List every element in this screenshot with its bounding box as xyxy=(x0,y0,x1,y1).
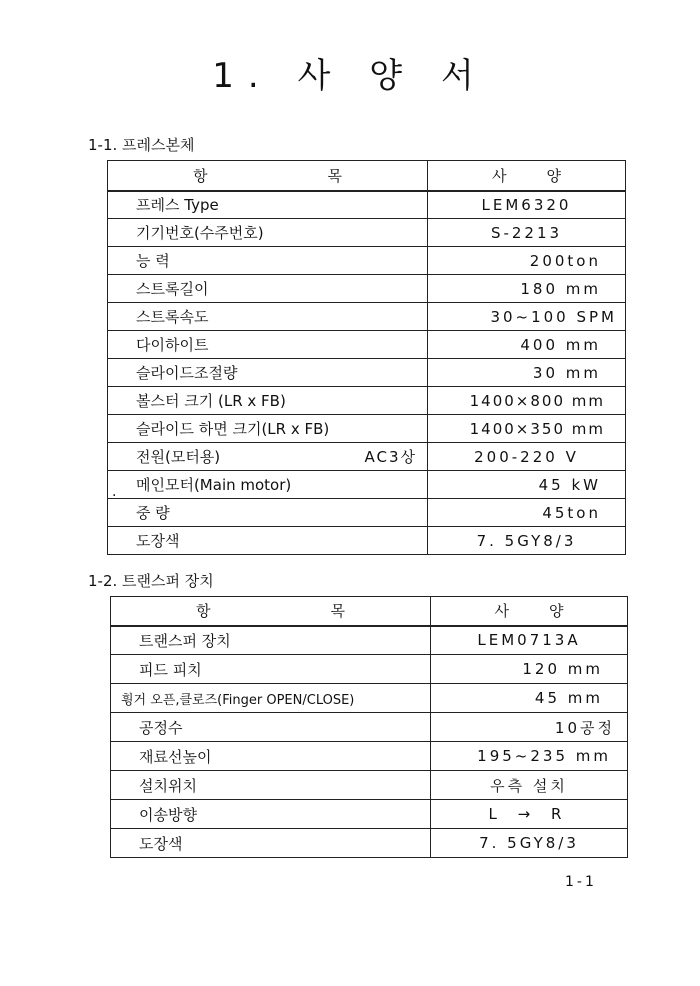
table-row xyxy=(111,829,628,858)
spec-item-label: 다이하이트 xyxy=(108,331,428,359)
table-row xyxy=(108,471,626,499)
spec-item-label: 재료선높이 xyxy=(111,742,431,771)
page-title: 1. 사 양 서 xyxy=(212,56,488,96)
section-heading-press-body: 1-1. 프레스본체 xyxy=(88,136,195,154)
spec-value: 30~100 SPM xyxy=(428,303,626,331)
spec-value: 우측 설치 xyxy=(431,771,628,800)
power-phase-note: AC3상 xyxy=(364,448,417,466)
spec-item-label: 도장색 xyxy=(108,527,428,555)
spec-item-label: 프레스 Type xyxy=(108,191,428,219)
table-row xyxy=(108,499,626,527)
spec-value: 120 mm xyxy=(431,655,628,684)
spec-item-label: 슬라이드조절량 xyxy=(108,359,428,387)
spec-value: 180 mm xyxy=(428,275,626,303)
spec-item-label: 전원(모터용) AC3상 xyxy=(108,443,428,471)
table-row xyxy=(108,331,626,359)
spec-value: S-2213 xyxy=(428,219,626,247)
spec-item-label: 공정수 xyxy=(111,713,431,742)
header-item: 항 목 xyxy=(108,161,428,191)
table-row xyxy=(108,191,626,219)
spec-value: 7. 5GY8/3 xyxy=(431,829,628,858)
table-row xyxy=(108,219,626,247)
section-heading-transfer: 1-2. 트랜스퍼 장치 xyxy=(88,572,214,590)
table-row xyxy=(108,415,626,443)
table-row xyxy=(111,800,628,829)
spec-value: 45 kW xyxy=(428,471,626,499)
spec-value: 30 mm xyxy=(428,359,626,387)
press-body-spec-table xyxy=(107,160,626,555)
table-row xyxy=(108,443,626,471)
table-row xyxy=(111,626,628,655)
table-row xyxy=(108,275,626,303)
stray-bullet-mark: . xyxy=(112,484,117,500)
spec-value: 195~235 mm xyxy=(431,742,628,771)
table-row xyxy=(108,303,626,331)
spec-item-label: 트랜스퍼 장치 xyxy=(111,626,431,655)
spec-item-label: 메인모터(Main motor) xyxy=(108,471,428,499)
spec-value: 45 mm xyxy=(431,684,628,713)
spec-value: 200ton xyxy=(428,247,626,275)
spec-item-label: 기기번호(수주번호) xyxy=(108,219,428,247)
spec-item-label: 이송방향 xyxy=(111,800,431,829)
spec-item-label: 볼스터 크기 (LR x FB) xyxy=(108,387,428,415)
spec-item-label: 슬라이드 하면 크기(LR x FB) xyxy=(108,415,428,443)
spec-item-label: 휭거 오픈,클로즈(Finger OPEN/CLOSE) xyxy=(111,684,431,713)
spec-item-label: 피드 피치 xyxy=(111,655,431,684)
spec-value: 7. 5GY8/3 xyxy=(428,527,626,555)
table-row xyxy=(111,771,628,800)
table-row xyxy=(111,713,628,742)
table-row xyxy=(111,742,628,771)
table-row xyxy=(108,527,626,555)
spec-item-label: 스트록길이 xyxy=(108,275,428,303)
header-spec: 사 양 xyxy=(431,597,628,626)
spec-value: LEM0713A xyxy=(431,626,628,655)
spec-value: 10공정 xyxy=(431,713,628,742)
spec-item-label: 스트록속도 xyxy=(108,303,428,331)
table-row xyxy=(108,387,626,415)
spec-item-label: 설치위치 xyxy=(111,771,431,800)
spec-item-label: 중 량 xyxy=(108,499,428,527)
spec-value: LEM6320 xyxy=(428,191,626,219)
header-spec: 사 양 xyxy=(428,161,626,191)
page-number: 1-1 xyxy=(565,874,597,890)
spec-value: 1400×350 mm xyxy=(428,415,626,443)
table-row xyxy=(111,655,628,684)
header-item: 항 목 xyxy=(111,597,431,626)
spec-value: L → R xyxy=(431,800,628,829)
spec-value: 200-220 V xyxy=(428,443,626,471)
spec-item-label: 능 력 xyxy=(108,247,428,275)
table-row xyxy=(111,684,628,713)
spec-value: 400 mm xyxy=(428,331,626,359)
spec-item-label: 도장색 xyxy=(111,829,431,858)
transfer-spec-table xyxy=(110,596,628,858)
table-row xyxy=(108,359,626,387)
spec-value: 45ton xyxy=(428,499,626,527)
table-row xyxy=(108,247,626,275)
spec-value: 1400×800 mm xyxy=(428,387,626,415)
